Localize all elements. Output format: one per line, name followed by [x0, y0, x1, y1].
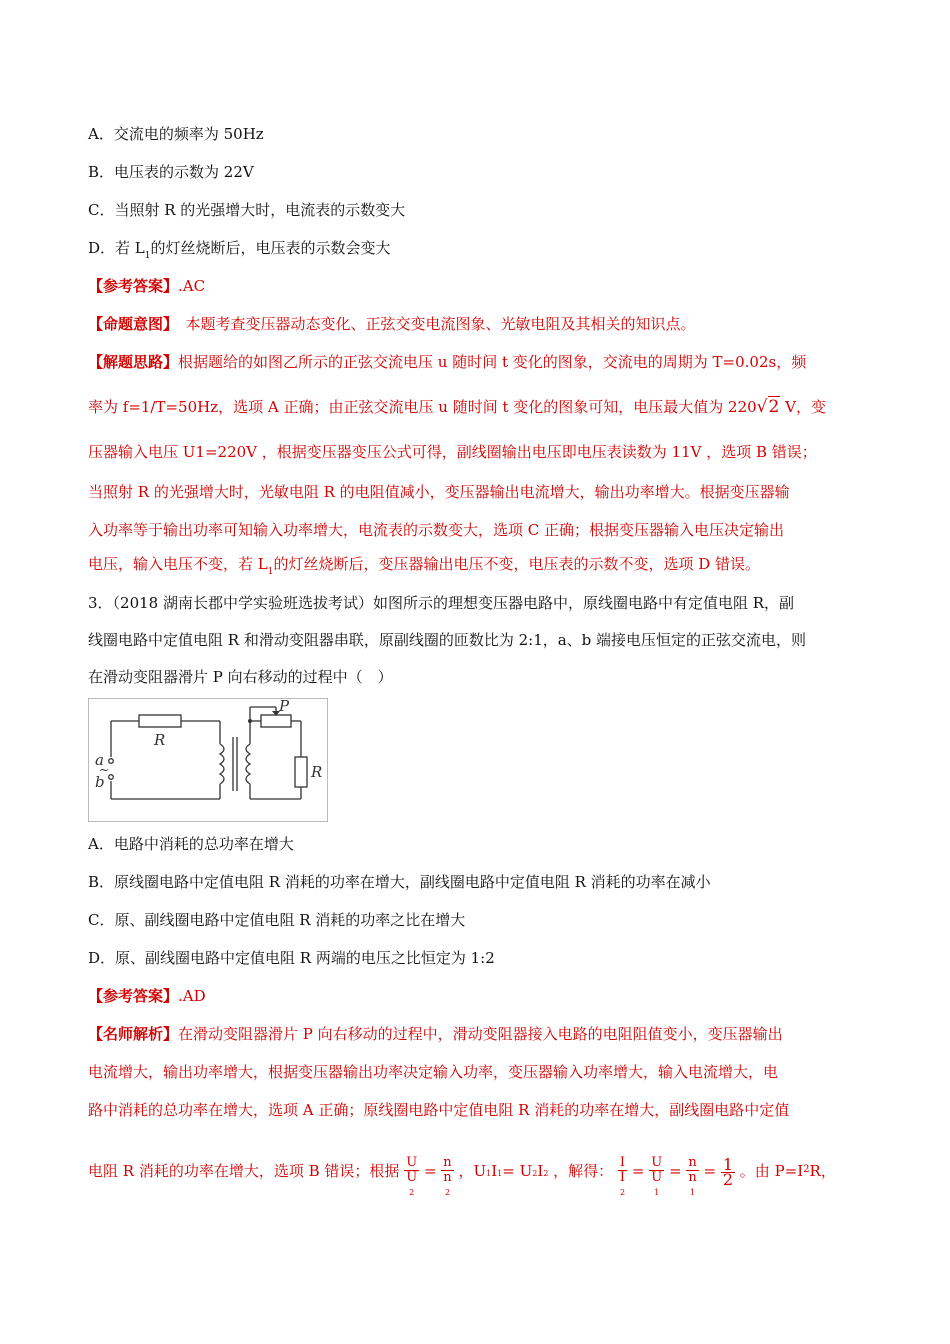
q3-stem-line-2: 线圈电路中定值电阻 R 和滑动变阻器串联，原副线圈的匝数比为 2:1，a、b 端接电压恒定的正弦交流电，则	[88, 631, 807, 649]
power-formula-end: R，	[809, 1162, 836, 1180]
frac-num: I	[619, 1155, 626, 1170]
terminal-a	[109, 759, 114, 764]
equals: =	[668, 1162, 682, 1180]
q2-intent-text: 本题考查变压器动态变化、正弦交变电流图象、光敏电阻及其相关的知识点。	[170, 315, 696, 333]
q2-option-c: C．当照射 R 的光强增大时，电流表的示数变大	[88, 201, 406, 219]
sqrt-radicand: 2	[768, 397, 780, 417]
frac-sub: 1	[654, 1188, 660, 1197]
transformer-circuit-figure	[88, 698, 328, 822]
q3-analysis-tag: 【名师解析】	[88, 1025, 179, 1043]
q2-option-d	[88, 238, 878, 261]
q2-answer-value: .AC	[178, 277, 206, 295]
q2-solution-line-2	[88, 397, 878, 417]
frac-den: U	[406, 1170, 418, 1185]
equals: =	[703, 1162, 717, 1180]
label-r1: R	[154, 731, 166, 749]
q3-option-a: A．电路中消耗的总功率在增大	[88, 835, 294, 853]
q3-stem-line-3: 在滑动变阻器滑片 P 向右移动的过程中（ ）	[88, 668, 393, 686]
frac-num: U	[406, 1155, 418, 1170]
q2-solution-line-4: 当照射 R 的光强增大时，光敏电阻 R 的电阻值减小，变压器输出电流增大，输出功率增大。根据变压器输	[88, 483, 790, 501]
frac-den: 2	[722, 1169, 734, 1189]
fraction-n1-n2	[441, 1156, 453, 1200]
secondary-coil	[246, 744, 250, 784]
q2-answer-tag: 【参考答案】	[88, 277, 179, 295]
q2-solution-text-6: 电压，输入电压不变，若 L	[88, 555, 268, 573]
fraction-u2-u1	[649, 1156, 664, 1200]
power-eq-i2: I	[537, 1162, 544, 1180]
q3-answer-tag: 【参考答案】	[88, 987, 179, 1005]
power-formula: 。由 P=I	[739, 1162, 804, 1180]
q3-analysis-text-4: 电阻 R 消耗的功率在增大，选项 B 错误；根据	[88, 1162, 400, 1180]
frac-sub: 1	[689, 1188, 696, 1197]
fraction-n2-n1	[686, 1156, 698, 1200]
power-eq-i1: I	[491, 1162, 498, 1180]
q2-option-b: B．电压表的示数为 22V	[88, 163, 254, 181]
frac-sub: 2	[409, 1188, 415, 1197]
frac-den: n	[688, 1170, 697, 1185]
sub: 1	[497, 1169, 503, 1178]
sub: 1	[486, 1169, 492, 1178]
fraction-u1-u2	[404, 1156, 419, 1200]
q3-answer	[88, 986, 878, 1006]
q2-solution-line-5: 入功率等于输出功率可知输入功率增大，电流表的示数变大，选项 C 正确；根据变压器输入电压决定输出	[88, 521, 785, 539]
q2-solution-sub-6: 1	[267, 567, 274, 577]
frac-sub: 2	[619, 1188, 626, 1197]
q2-answer	[88, 276, 878, 296]
rheostat	[261, 715, 291, 727]
sub: 2	[532, 1169, 538, 1178]
q2-intent	[88, 314, 878, 334]
circuit-diagram	[89, 699, 327, 821]
primary-resistor	[139, 715, 181, 727]
frac-num: n	[443, 1155, 452, 1170]
q3-analysis-line-4	[88, 1150, 878, 1200]
power-eq-u2: = U	[502, 1162, 533, 1180]
label-a: a	[95, 751, 104, 769]
q3-analysis-line-3: 路中消耗的总功率在增大，选项 A 正确；原线圈电路中定值电阻 R 消耗的功率在增大，副线圈电路中定值	[88, 1101, 790, 1119]
solve-text: ，解得：	[553, 1162, 614, 1180]
q3-option-d: D．原、副线圈电路中定值电阻 R 两端的电压之比恒定为 1:2	[88, 949, 495, 967]
fraction-i1-i2	[618, 1156, 627, 1200]
frac-den: U	[651, 1170, 663, 1185]
q3-analysis-line-2: 电流增大，输出功率增大，根据变压器输出功率决定输入功率，变压器输入功率增大，输入电流增大，电	[88, 1063, 779, 1081]
label-b: b	[95, 773, 105, 791]
q3-analysis-text-1: 在滑动变阻器滑片 P 向右移动的过程中，滑动变阻器接入电路的电阻阻值变小，变压器输出	[178, 1025, 783, 1043]
q2-solution-tag: 【解题思路】	[88, 353, 179, 371]
frac-num: n	[688, 1155, 697, 1170]
q3-option-b: B．原线圈电路中定值电阻 R 消耗的功率在增大，副线圈电路中定值电阻 R 消耗的功率在减小	[88, 873, 711, 891]
frac-num: U	[651, 1155, 663, 1170]
q2-option-d-sub: 1	[144, 251, 151, 261]
q2-option-d-rest: 的灯丝烧断后，电压表的示数会变大	[150, 239, 391, 257]
q2-solution-line-6	[88, 554, 878, 577]
q2-solution-line-3: 压器输入电压 U1=220V ，根据变压器变压公式可得，副线圈输出电压即电压表读数为 11V ，选项 B 错误；	[88, 443, 817, 461]
q3-stem-line-1: 3．（2018 湖南长郡中学实验班选拔考试）如图所示的理想变压器电路中，原线圈电路中有定值电阻 R，副	[88, 594, 795, 612]
q3-option-c: C．原、副线圈电路中定值电阻 R 消耗的功率之比在增大	[88, 911, 466, 929]
q2-solution-text-6b: 的灯丝烧断后，变压器输出电压不变，电压表的示数不变，选项 D 错误。	[273, 555, 761, 573]
q2-option-d-text: D．若 L	[88, 239, 145, 257]
frac-den: I	[619, 1170, 626, 1185]
equals: =	[423, 1162, 437, 1180]
fraction-one-half	[721, 1154, 735, 1189]
q2-solution-text-1: 根据题给的如图乙所示的正弦交流电压 u 随时间 t 变化的图象，交流电的周期为 T=0.02s，频	[178, 353, 807, 371]
q2-option-a: A．交流电的频率为 50Hz	[88, 125, 264, 143]
label-ac: ~	[99, 763, 110, 777]
sup: 2	[803, 1164, 810, 1175]
power-eq-u1: ，U	[458, 1162, 487, 1180]
frac-den: n	[443, 1170, 452, 1185]
frac-num: 1	[722, 1154, 734, 1174]
label-p: P	[279, 699, 290, 715]
sqrt-symbol: √2	[756, 397, 780, 417]
q3-answer-value: .AD	[178, 987, 206, 1005]
secondary-resistor	[295, 757, 307, 787]
sub: 2	[543, 1169, 549, 1178]
equals: =	[631, 1162, 645, 1180]
frac-sub: 2	[444, 1188, 451, 1197]
q2-solution-text-2b: V，变	[780, 398, 826, 416]
q2-solution-text-2: 率为 f=1/T=50Hz，选项 A 正确；由正弦交流电压 u 随时间 t 变化的图象可知，电压最大值为 220	[88, 398, 757, 416]
primary-coil	[220, 744, 224, 784]
q3-analysis-line-1	[88, 1024, 878, 1044]
q2-intent-tag: 【命题意图】	[88, 315, 171, 333]
label-r2: R	[311, 763, 323, 781]
q2-solution-line-1	[88, 352, 878, 372]
terminal-b	[109, 775, 114, 780]
